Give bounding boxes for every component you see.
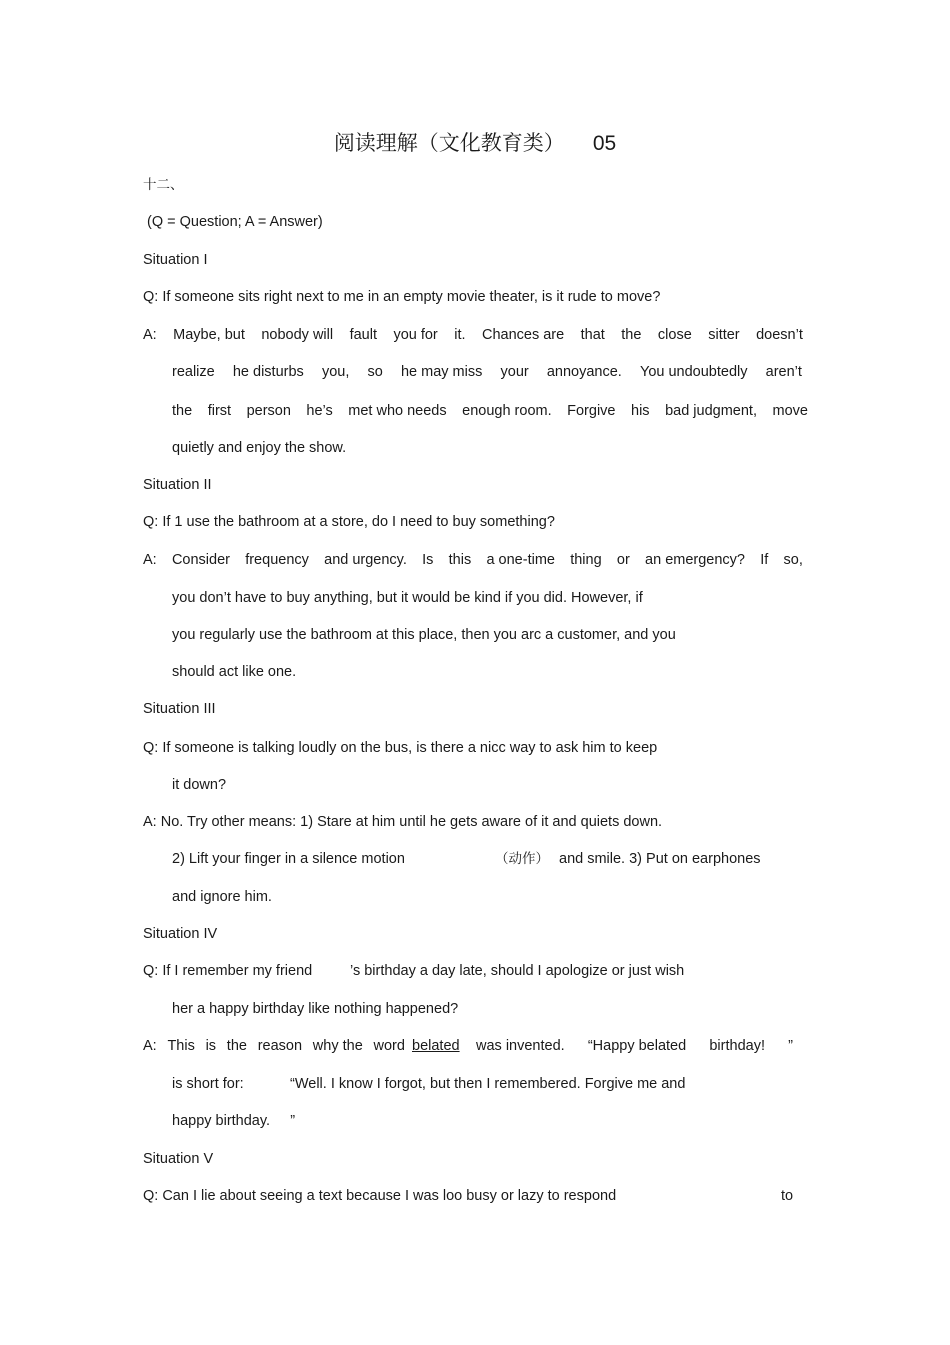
situation-3-answer-line-3: and ignore him. (172, 889, 272, 905)
situation-4-question-line-1b: ’s birthday a day late, should I apologize or just wish (350, 963, 685, 979)
situation-3-answer-line-2c: and smile. 3) Put on earphones (559, 851, 761, 867)
situation-1-answer-line-4: quietly and enjoy the show. (172, 440, 347, 456)
situation-4-answer-line-1a: A: This is the reason why the word (143, 1038, 405, 1054)
situation-3-question-line-1: Q: If someone is talking loudly on the bus, is there a nicc way to ask him to keep (143, 740, 658, 756)
situation-5-question-tail: to (781, 1188, 794, 1204)
situation-1-heading: Situation I (143, 252, 208, 268)
page-title (0, 127, 950, 157)
situation-4-question-line-2: her a happy birthday like nothing happened? (172, 1001, 459, 1017)
situation-2-answer-line-4: should act like one. (172, 664, 297, 680)
situation-4-answer-line-2b: “Well. I know I forgot, but then I remembered. Forgive me and (290, 1076, 686, 1092)
situation-2-heading: Situation II (143, 477, 212, 493)
situation-4-answer-line-1b: was invented. “Happy belated birthday! ” (476, 1038, 793, 1054)
situation-3-answer-line-1: A: No. Try other means: 1) Stare at him until he gets aware of it and quiets down. (143, 814, 663, 830)
title-text: 阅读理解（文化教育类） (333, 131, 565, 155)
situation-2-answer-line-1: A: Consider frequency and urgency. Is this a one-time thing or an emergency? If so, (143, 552, 803, 568)
situation-4-question-line-1a: Q: If I remember my friend (143, 963, 313, 979)
situation-1-answer-line-1: A: Maybe, but nobody will fault you for it. Chances are that the close sitter doesn’t (143, 327, 803, 343)
situation-2-answer-line-2: you don’t have to buy anything, but it would be kind if you did. However, if (172, 590, 643, 606)
underlined-word: belated (412, 1038, 460, 1054)
legend: (Q = Question; A = Answer) (147, 214, 323, 230)
situation-4-heading: Situation IV (143, 926, 218, 942)
situation-4-answer-line-2a: is short for: (172, 1076, 244, 1092)
situation-1-answer-line-2: realize he disturbs you, so he may miss your annoyance. You undoubtedly aren’t (172, 364, 802, 380)
situation-5-heading: Situation V (143, 1151, 214, 1167)
section-number: 十二、 (143, 177, 184, 193)
situation-3-heading: Situation III (143, 701, 216, 717)
situation-2-answer-line-3: you regularly use the bathroom at this place, then you arc a customer, and you (172, 627, 676, 643)
situation-3-question-line-2: it down? (172, 777, 227, 793)
situation-2-question: Q: If 1 use the bathroom at a store, do I need to buy something? (143, 514, 555, 530)
situation-3-answer-gloss: （动作） (495, 851, 549, 867)
situation-3-answer-line-2a: 2) Lift your finger in a silence motion (172, 851, 405, 867)
situation-4-answer-line-3: happy birthday. ” (172, 1113, 296, 1129)
situation-1-question: Q: If someone sits right next to me in an empty movie theater, is it rude to move? (143, 289, 661, 305)
situation-1-answer-line-3: the first person he’s met who needs enough room. Forgive his bad judgment, move (172, 403, 808, 419)
title-number: 05 (592, 132, 617, 155)
situation-5-question: Q: Can I lie about seeing a text because I was loo busy or lazy to respond (143, 1188, 617, 1204)
